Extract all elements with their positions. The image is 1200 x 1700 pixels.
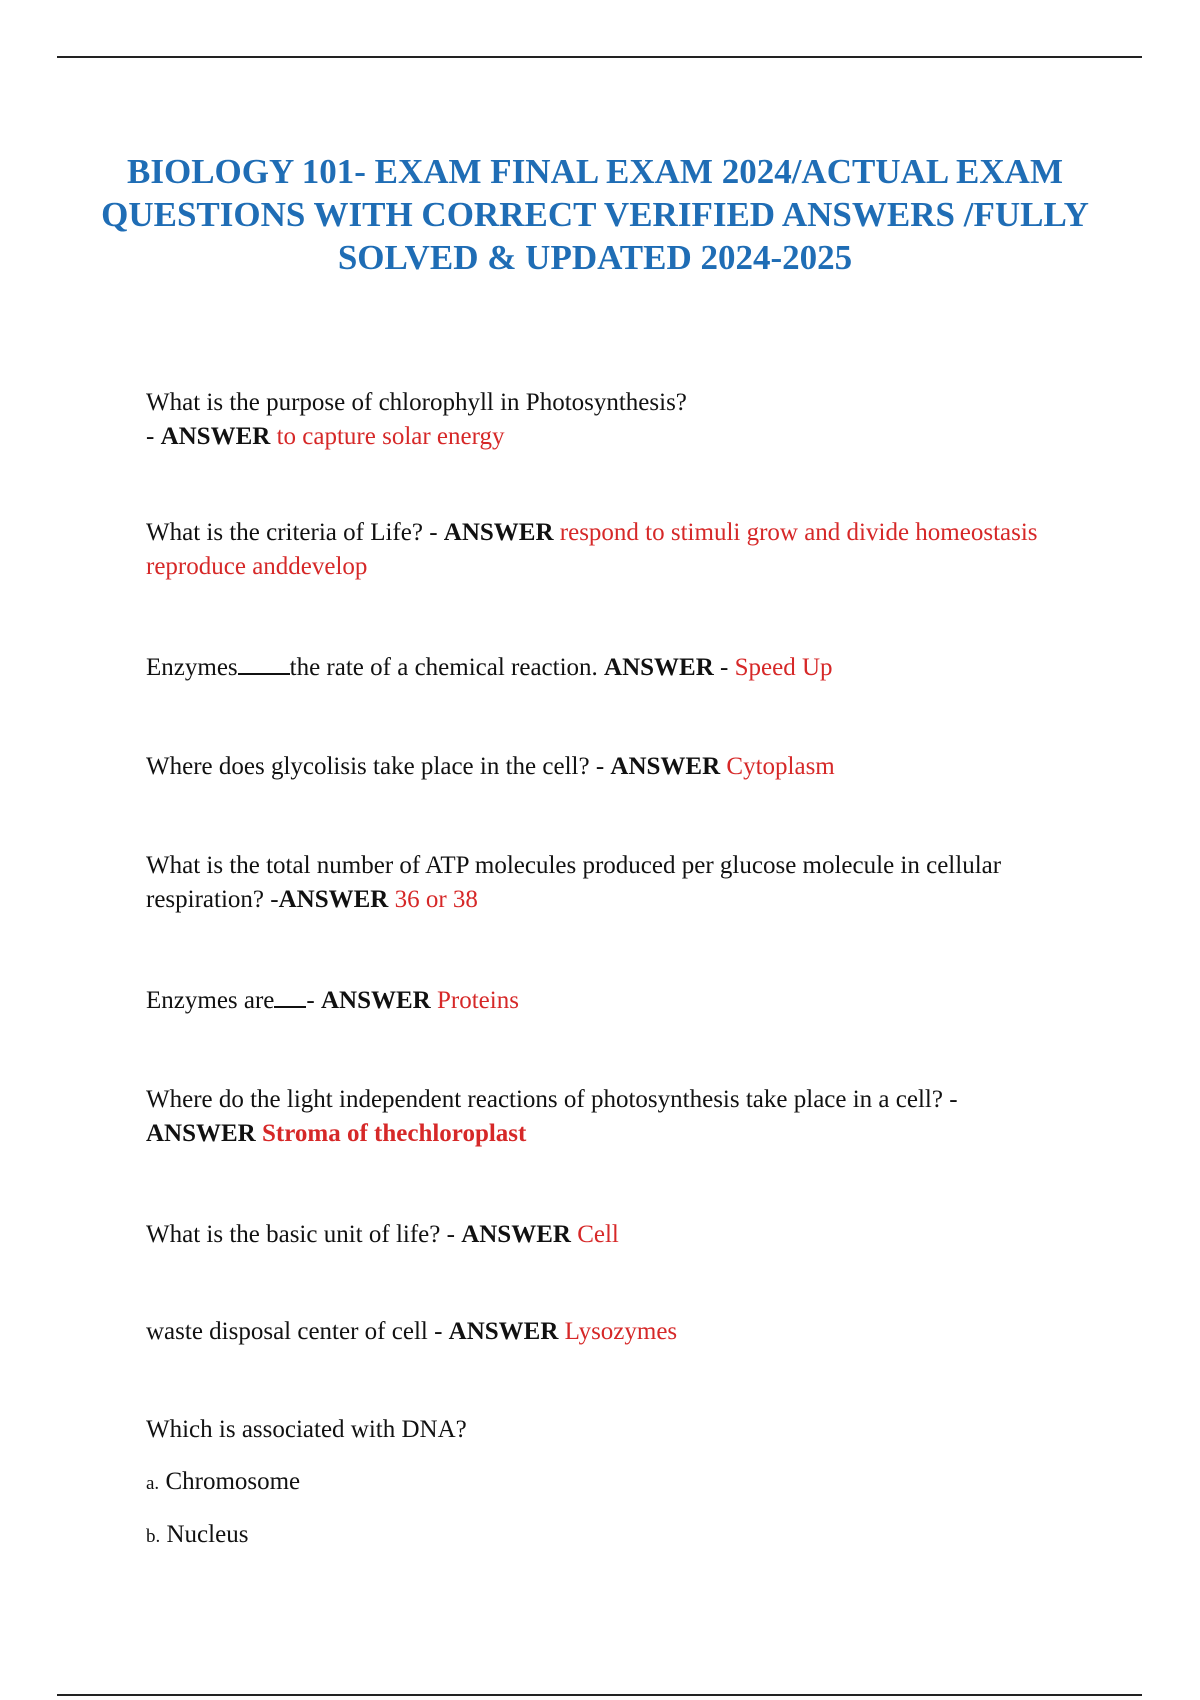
multiple-choice-question <box>146 1413 1096 1447</box>
option-text: Nucleus <box>166 1521 249 1548</box>
qa-item <box>146 516 1096 584</box>
question-text: - <box>306 987 321 1014</box>
answer-text: Cell <box>577 1221 619 1248</box>
answer-label: ANSWER <box>448 1318 559 1345</box>
answer-text: Lysozymes <box>564 1318 678 1345</box>
answer-label: ANSWER <box>278 886 389 913</box>
question-text: What is the purpose of chlorophyll in Photosynthesis? <box>146 389 687 416</box>
answer-label: ANSWER <box>160 423 271 450</box>
question-text: What is the basic unit of life? - <box>146 1221 462 1248</box>
qa-item <box>146 651 1096 685</box>
question-text: Enzymes <box>146 654 238 681</box>
choice-option <box>146 1465 1096 1501</box>
fill-in-blank <box>238 651 290 675</box>
qa-item <box>146 750 1096 784</box>
answer-label: ANSWER <box>320 987 431 1014</box>
question-text: What is the criteria of Life? - <box>146 519 444 546</box>
answer-label: ANSWER <box>146 1120 256 1147</box>
answer-label: ANSWER <box>461 1221 571 1248</box>
answer-text: Stroma of thechloroplast <box>262 1120 527 1147</box>
answer-label: ANSWER <box>443 519 554 546</box>
question-text: the rate of a chemical reaction. <box>289 654 605 681</box>
answer-text: respond to stimuli grow and divide homeostasis reproduce anddevelop <box>146 519 1038 580</box>
answer-label: ANSWER <box>610 753 721 780</box>
document-title: BIOLOGY 101- EXAM FINAL EXAM 2024/ACTUAL EXAM QUESTIONS WITH CORRECT VERIFIED ANSWERS /FULLY SOLVED & UPDATED 2024-2025 <box>101 152 1089 277</box>
question-text: Enzymes are <box>146 987 275 1014</box>
bottom-rule <box>57 1694 1142 1696</box>
fill-in-blank <box>274 984 306 1008</box>
question-text: waste disposal center of cell - <box>146 1318 449 1345</box>
question-text: Where do the light independent reactions of photosynthesis take place in a cell? - <box>146 1086 958 1113</box>
answer-prefix: - <box>146 423 161 450</box>
answer-text: Speed Up <box>734 654 833 681</box>
answer-label: ANSWER <box>604 654 714 681</box>
qa-item <box>146 1218 1096 1252</box>
answer-text: 36 or 38 <box>394 886 478 913</box>
answer-text: to capture solar energy <box>276 423 505 450</box>
qa-item <box>146 386 1096 454</box>
answer-text: Cytoplasm <box>726 753 835 780</box>
top-rule <box>57 56 1142 58</box>
qa-item <box>146 984 1096 1018</box>
choice-option <box>146 1518 1096 1554</box>
qa-item <box>146 1083 1096 1151</box>
answer-separator: - <box>713 654 735 681</box>
question-text: What is the total number of ATP molecules produced per glucose molecule in cellular respiration? - <box>146 852 1002 913</box>
question-text: Which is associated with DNA? <box>146 1416 467 1443</box>
option-letter: a. <box>146 1473 160 1494</box>
answer-text: Proteins <box>436 987 519 1014</box>
qa-item <box>146 1315 1096 1349</box>
question-text: Where does glycolisis take place in the cell? - <box>146 753 611 780</box>
option-text: Chromosome <box>165 1468 301 1495</box>
option-letter: b. <box>146 1526 161 1547</box>
qa-item <box>146 849 1096 917</box>
